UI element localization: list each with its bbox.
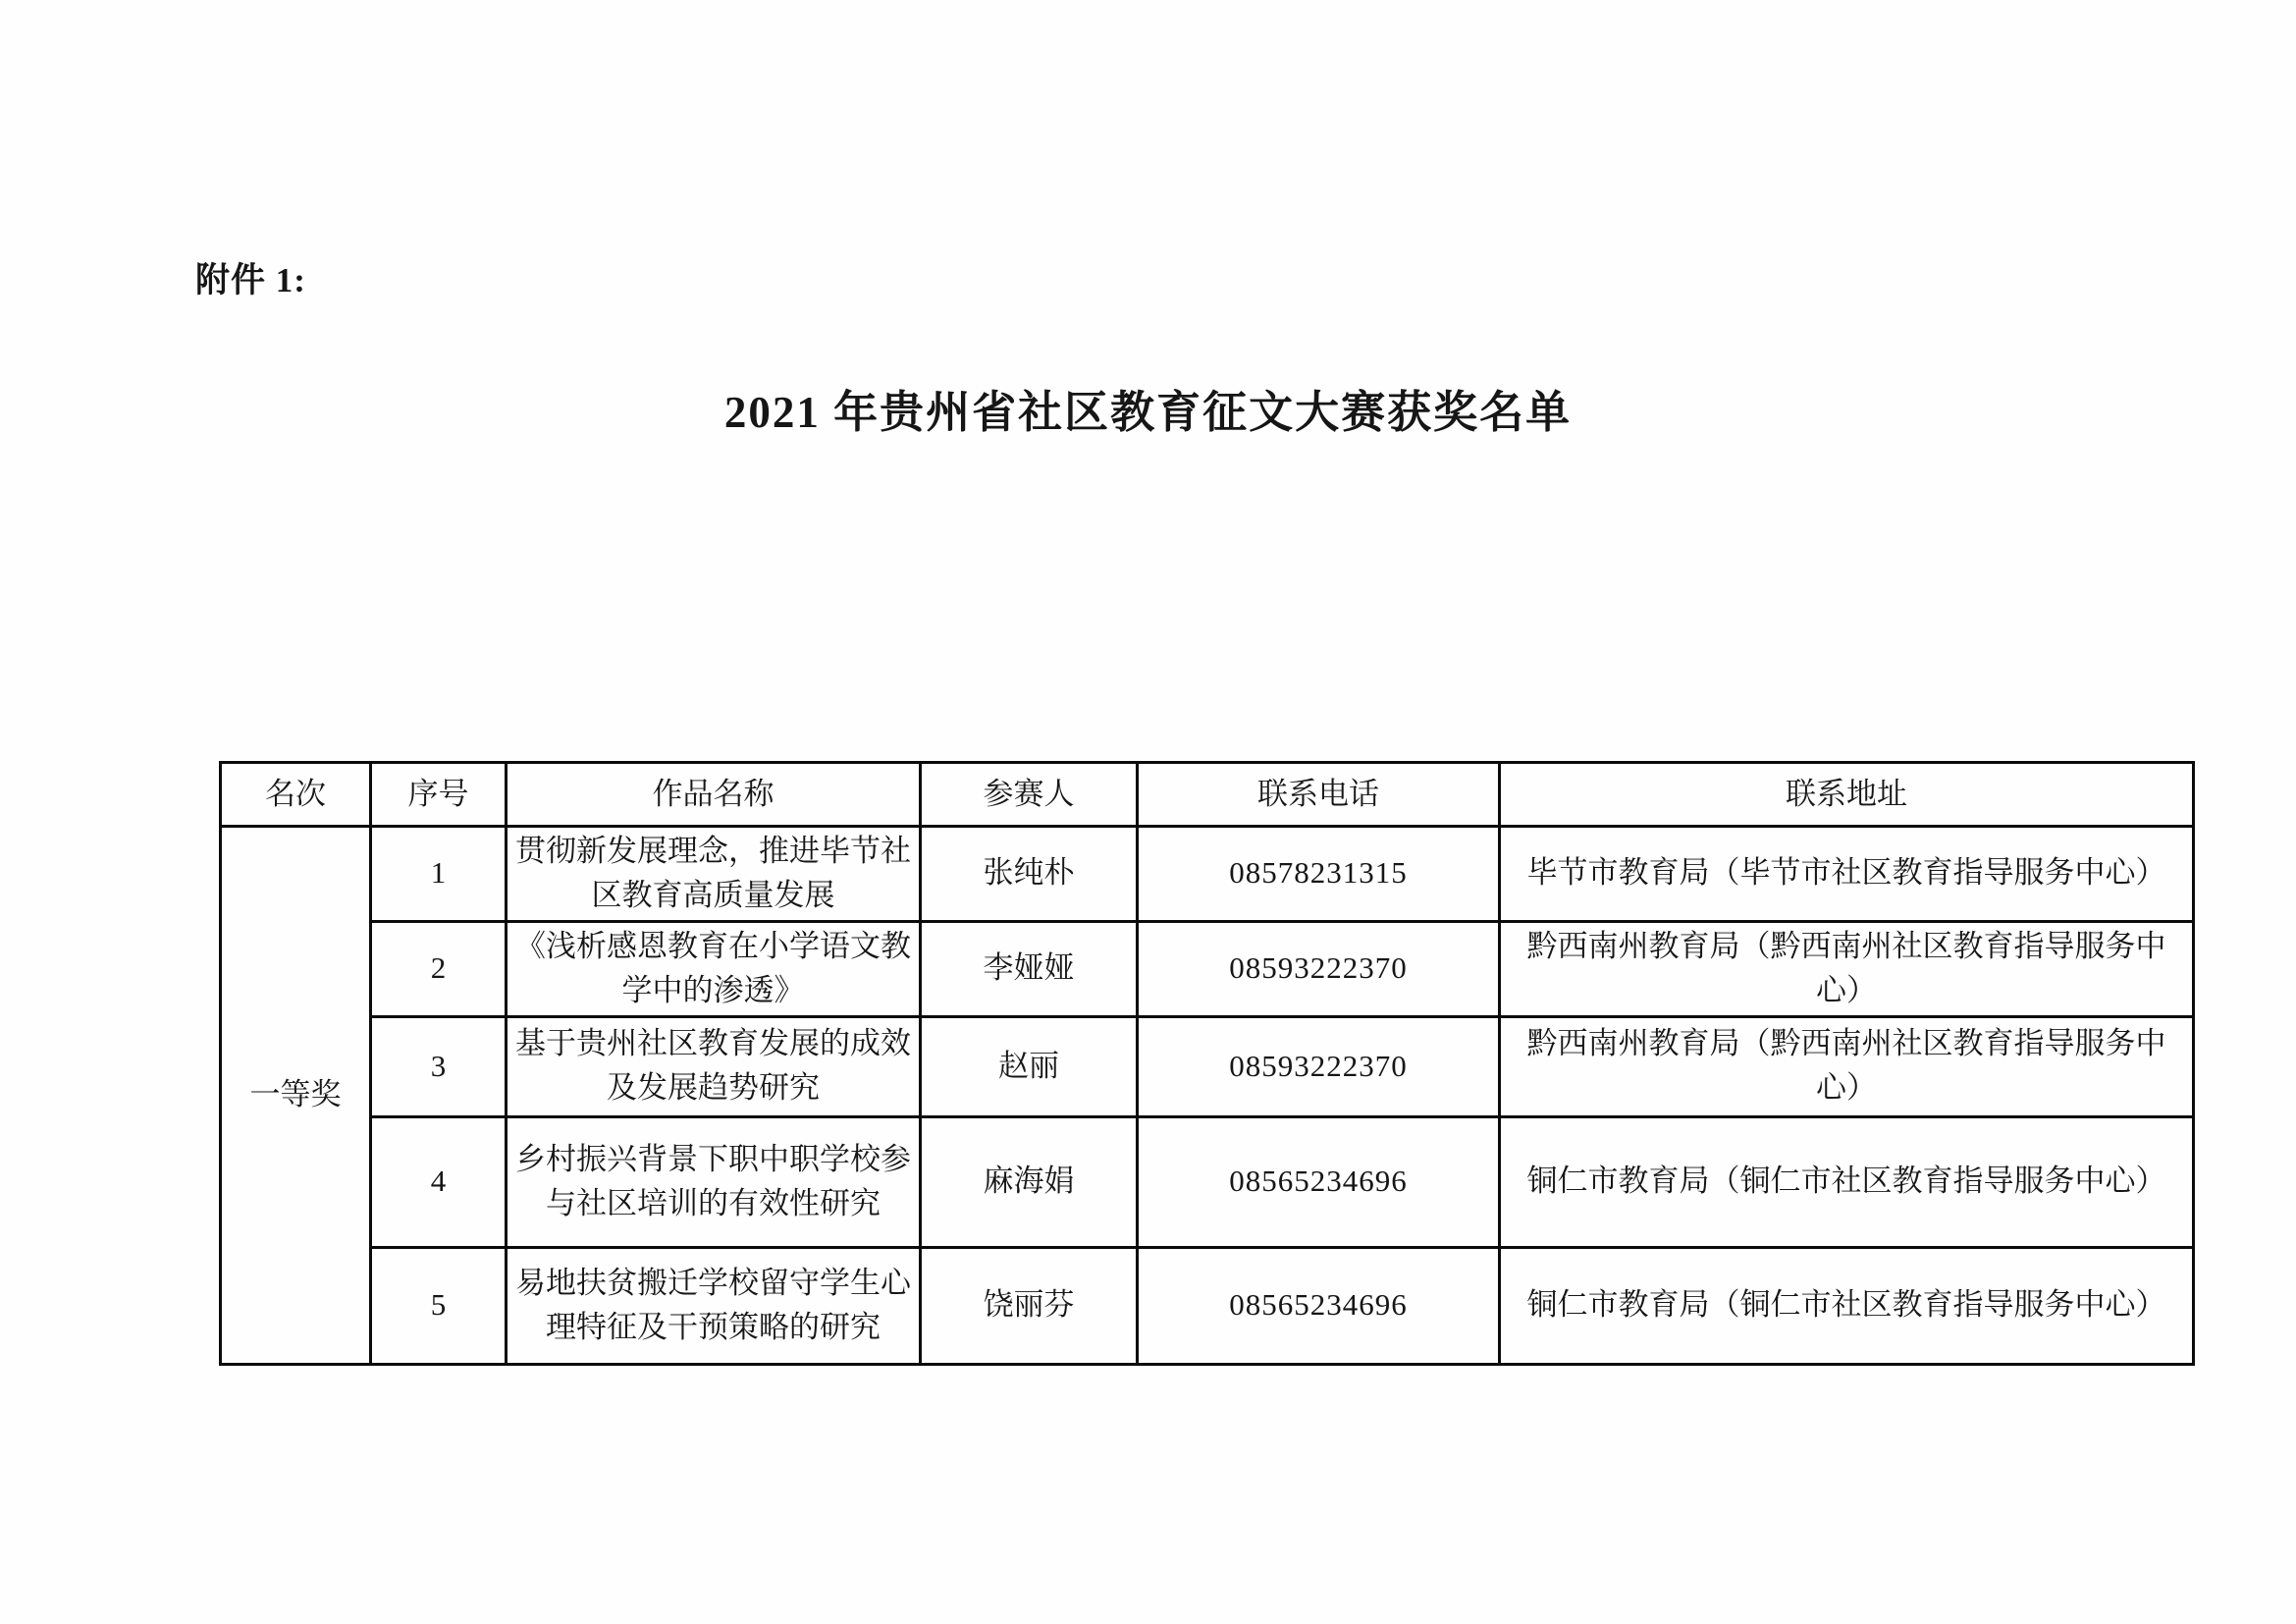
table-row: [221, 827, 2194, 922]
header-cell-address: 联系地址: [1500, 763, 2194, 827]
participant-cell: 张纯朴: [921, 827, 1138, 922]
address-cell: 黔西南州教育局（黔西南州社区教育指导服务中心）: [1500, 1016, 2194, 1116]
address-cell: 铜仁市教育局（铜仁市社区教育指导服务中心）: [1500, 1116, 2194, 1247]
header-cell-work-title: 作品名称: [507, 763, 921, 827]
phone-cell: 08593222370: [1138, 921, 1500, 1016]
table-row: [221, 1016, 2194, 1116]
awards-table: [219, 761, 2195, 1366]
phone-cell: 08578231315: [1138, 827, 1500, 922]
table-row: [221, 921, 2194, 1016]
header-cell-participant: 参赛人: [921, 763, 1138, 827]
table-row: [221, 1116, 2194, 1247]
participant-cell: 麻海娟: [921, 1116, 1138, 1247]
rank-group-cell: 一等奖: [221, 827, 371, 1365]
serial-cell: 3: [371, 1016, 507, 1116]
serial-cell: 1: [371, 827, 507, 922]
header-cell-serial: 序号: [371, 763, 507, 827]
serial-cell: 2: [371, 921, 507, 1016]
work-title-cell: 《浅析感恩教育在小学语文教学中的渗透》: [507, 921, 921, 1016]
work-title-cell: 贯彻新发展理念，推进毕节社区教育高质量发展: [507, 827, 921, 922]
address-cell: 黔西南州教育局（黔西南州社区教育指导服务中心）: [1500, 921, 2194, 1016]
header-cell-phone: 联系电话: [1138, 763, 1500, 827]
table-header-row: [221, 763, 2194, 827]
work-title-cell: 乡村振兴背景下职中职学校参与社区培训的有效性研究: [507, 1116, 921, 1247]
page-title: 2021 年贵州省社区教育征文大赛获奖名单: [723, 388, 1573, 437]
phone-cell: 08565234696: [1138, 1247, 1500, 1364]
phone-cell: 08565234696: [1138, 1116, 1500, 1247]
address-cell: 铜仁市教育局（铜仁市社区教育指导服务中心）: [1500, 1247, 2194, 1364]
phone-cell: 08593222370: [1138, 1016, 1500, 1116]
serial-cell: 4: [371, 1116, 507, 1247]
serial-cell: 5: [371, 1247, 507, 1364]
work-title-cell: 易地扶贫搬迁学校留守学生心理特征及干预策略的研究: [507, 1247, 921, 1364]
address-cell: 毕节市教育局（毕节市社区教育指导服务中心）: [1500, 827, 2194, 922]
participant-cell: 赵丽: [921, 1016, 1138, 1116]
table-row: [221, 1247, 2194, 1364]
work-title-cell: 基于贵州社区教育发展的成效及发展趋势研究: [507, 1016, 921, 1116]
participant-cell: 李娅娅: [921, 921, 1138, 1016]
header-cell-rank: 名次: [221, 763, 371, 827]
attachment-label: 附件 1:: [195, 261, 306, 299]
participant-cell: 饶丽芬: [921, 1247, 1138, 1364]
